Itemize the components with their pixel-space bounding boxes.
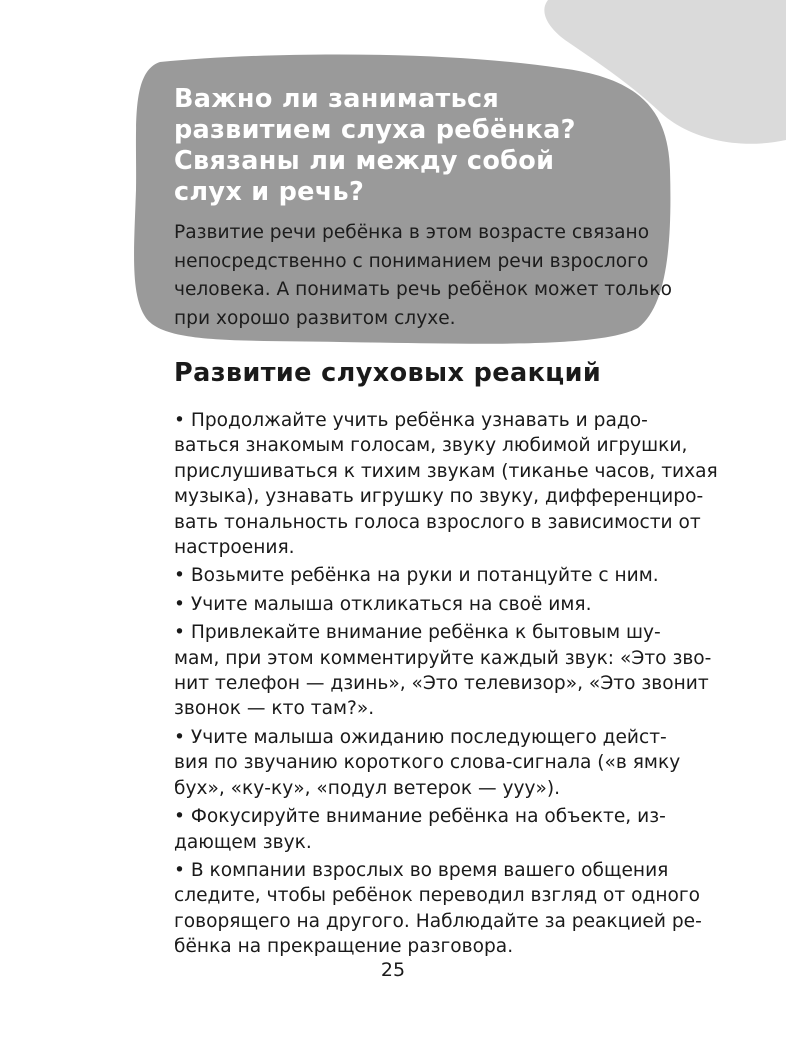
text-line: звонок — кто там?». <box>174 698 375 720</box>
page-number: 25 <box>380 959 406 981</box>
bullet-paragraph <box>174 408 718 560</box>
callout-text-line: непосредственно с пониманием речи взрослого <box>174 250 649 272</box>
text-line: прислушиваться к тихим звукам (тиканье часов, тихая <box>174 460 718 482</box>
text-line: дающем звук. <box>174 831 312 853</box>
text-line: • Фокусируйте внимание ребёнка на объекте, из- <box>174 806 666 828</box>
text-line: нит телефон — дзинь», «Это телевизор», «Это звонит <box>174 673 709 695</box>
text-line: настроения. <box>174 537 295 559</box>
bullet-paragraph <box>174 563 659 588</box>
text-line: • Продолжайте учить ребёнка узнавать и радо- <box>174 410 648 431</box>
text-line: мам, при этом комментируйте каждый звук: «Это зво- <box>174 647 712 669</box>
callout-title-line: развитием слуха ребёнка? <box>174 115 576 145</box>
bullet-paragraph <box>174 592 639 617</box>
text-line: ваться знакомым голосам, звуку любимой игрушки, <box>174 435 688 457</box>
callout-text-line: человека. А понимать речь ребёнок может только <box>174 279 672 300</box>
bullet-paragraph <box>174 620 712 722</box>
callout-title <box>174 84 644 208</box>
callout-title-line: слух и речь? <box>174 177 365 207</box>
callout-text-line: Развитие речи ребёнка в этом возрасте связано <box>174 222 650 243</box>
text-line: вать тональность голоса взрослого в зависимости от <box>174 511 701 533</box>
text-line: • Учите малыша ожиданию последующего дейст- <box>174 726 667 748</box>
callout-text-line: при хорошо развитом слухе. <box>174 307 456 329</box>
bullet-paragraph <box>174 804 666 855</box>
text-line: • Привлекайте внимание ребёнка к бытовым шу- <box>174 622 661 644</box>
bullet-paragraph <box>174 725 681 801</box>
callout-title-line: Связаны ли между собой <box>174 146 555 176</box>
text-line: бёнка на прекращение разговора. <box>174 936 514 958</box>
section-heading: Развитие слуховых реакций <box>174 358 602 388</box>
bullet-paragraph <box>174 858 702 960</box>
callout-title-line: Важно ли заниматься <box>174 84 500 114</box>
text-line: вия по звучанию короткого слова-сигнала («в ямку <box>174 752 681 774</box>
text-line: • В компании взрослых во время вашего общения <box>174 859 669 881</box>
text-line: музыка), узнавать игрушку по звуку, дифференциро- <box>174 486 704 508</box>
text-line: говорящего на другого. Наблюдайте за реакцией ре- <box>174 910 702 932</box>
callout-text <box>174 219 672 333</box>
text-line: • Учите малыша откликаться на своё имя. <box>174 593 592 615</box>
body-text <box>174 408 718 963</box>
text-line: • Возьмите ребёнка на руки и потанцуйте с ним. <box>174 565 659 587</box>
text-line: бух», «ку-ку», «подул ветерок — ууу»). <box>174 777 561 799</box>
callout-box <box>174 84 672 333</box>
text-line: следите, чтобы ребёнок переводил взгляд от одного <box>174 885 701 907</box>
